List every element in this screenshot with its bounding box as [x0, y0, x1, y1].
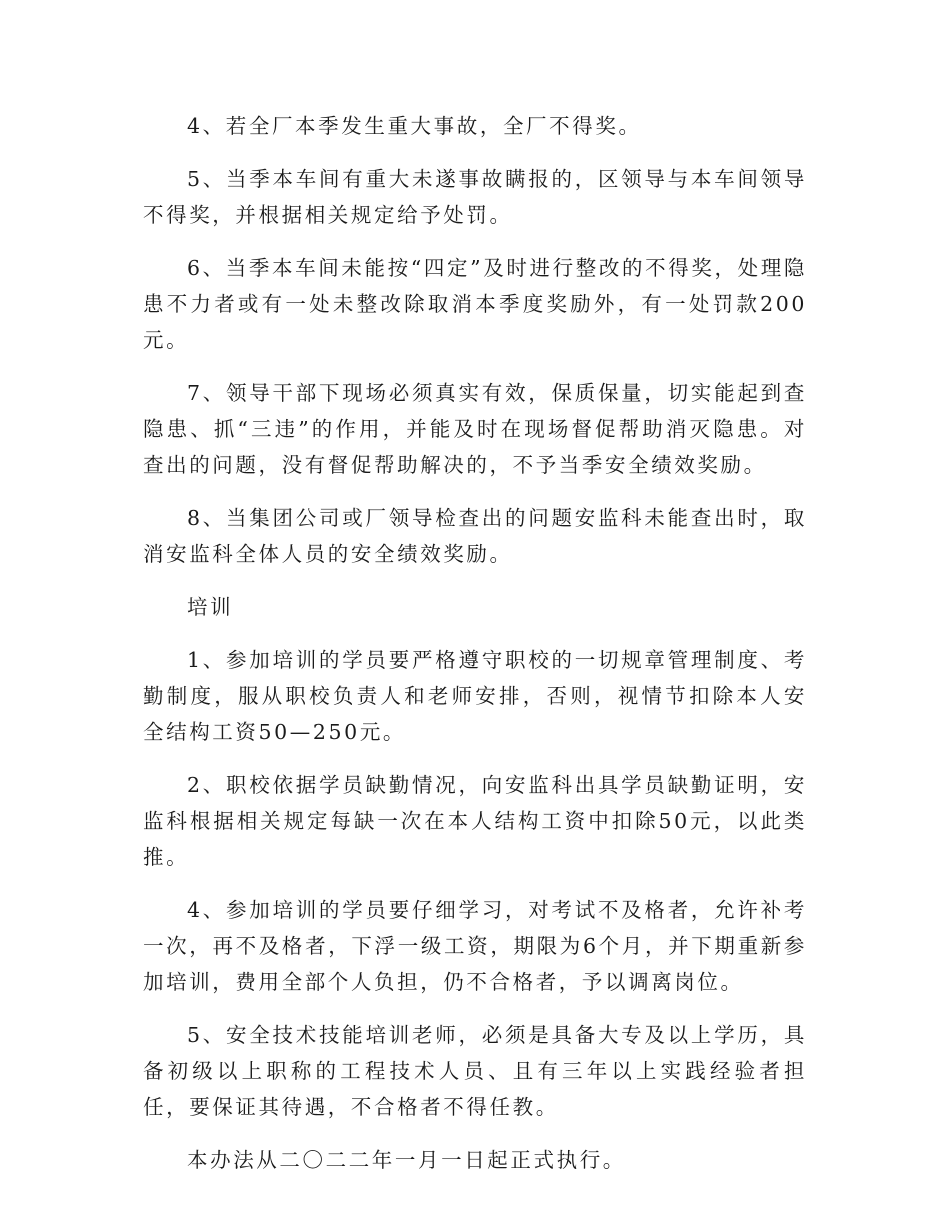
paragraph-item-5: 5、当季本车间有重大未遂事故瞒报的，区领导与本车间领导不得奖，并根据相关规定给予处罚。	[143, 167, 807, 227]
training-item-1: 1、参加培训的学员要严格遵守职校的一切规章管理制度、考勤制度，服从职校负责人和老师安排，否则，视情节扣除本人安全结构工资50—250元。	[143, 648, 807, 744]
training-item-4: 4、参加培训的学员要仔细学习，对考试不及格者，允许补考一次，再不及格者，下浮一级工资，期限为6个月，并下期重新参加培训，费用全部个人负担，仍不合格者，予以调离岗位。	[143, 898, 807, 994]
closing-statement: 本办法从二〇二二年一月一日起正式执行。	[187, 1148, 626, 1172]
training-item-2: 2、职校依据学员缺勤情况，向安监科出具学员缺勤证明，安监科根据相关规定每缺一次在本人结构工资中扣除50元，以此类推。	[143, 773, 807, 869]
paragraph-item-4: 4、若全厂本季发生重大事故，全厂不得奖。	[187, 114, 642, 138]
section-heading-training: 培训	[187, 595, 234, 619]
document-body	[143, 108, 807, 1195]
paragraph-item-8: 8、当集团公司或厂领导检查出的问题安监科未能查出时，取消安监科全体人员的安全绩效奖励。	[143, 506, 807, 566]
training-item-5: 5、安全技术技能培训老师，必须是具备大专及以上学历，具备初级以上职称的工程技术人员、且有三年以上实践经验者担任，要保证其待遇，不合格者不得任教。	[143, 1023, 807, 1119]
paragraph-item-6: 6、当季本车间未能按“四定”及时进行整改的不得奖，处理隐患不力者或有一处未整改除取消本季度奖励外，有一处罚款200元。	[143, 256, 807, 352]
paragraph-item-7: 7、领导干部下现场必须真实有效，保质保量，切实能起到查隐患、抓“三违”的作用，并能及时在现场督促帮助消灭隐患。对查出的问题，没有督促帮助解决的，不予当季安全绩效奖励。	[143, 381, 807, 477]
